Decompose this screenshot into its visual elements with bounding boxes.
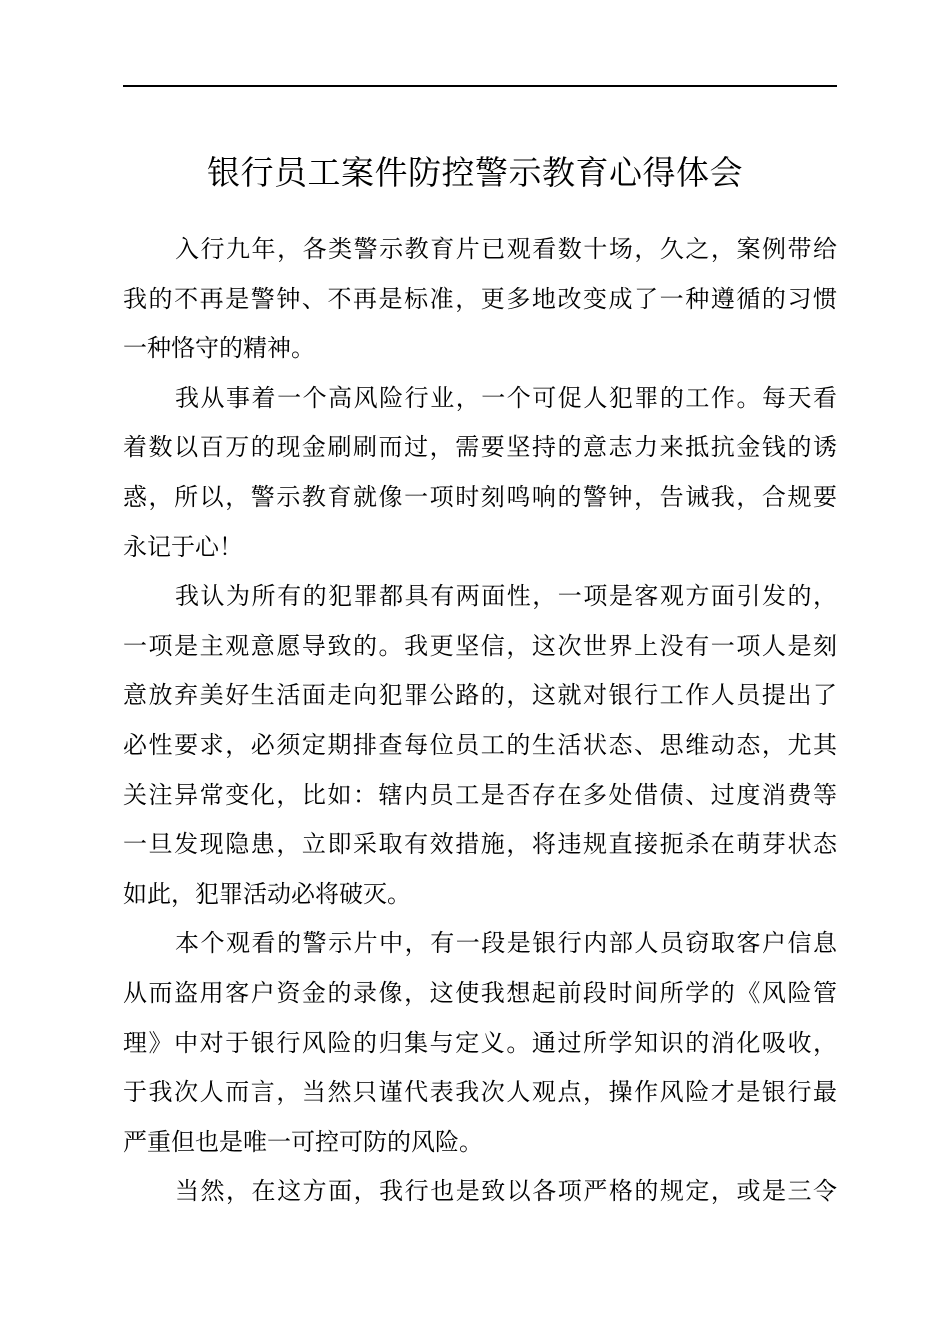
text-line: 必性要求，必须定期排查每位员工的生活状态、思维动态，尤其 xyxy=(123,730,837,759)
text-line: 如此，犯罪活动必将破灭。 xyxy=(123,879,411,908)
text-line: 我认为所有的犯罪都具有两面性，一项是客观方面引发的， xyxy=(175,582,837,611)
text-line: 意放弃美好生活面走向犯罪公路的，这就对银行工作人员提出了 xyxy=(123,681,837,710)
document-title: 银行员工案件防控警示教育心得体会 xyxy=(207,153,743,192)
text-line: 一旦发现隐患，立即采取有效措施，将违规直接扼杀在萌芽状态 xyxy=(123,830,837,859)
header-rule xyxy=(123,85,837,87)
text-line: 永记于心！ xyxy=(123,532,243,561)
text-line: 从而盗用客户资金的录像，这使我想起前段时间所学的《风险管 xyxy=(123,978,837,1007)
text-line: 于我次人而言，当然只谨代表我次人观点，操作风险才是银行最 xyxy=(123,1078,837,1107)
text-line: 本个观看的警示片中，有一段是银行内部人员窃取客户信息 xyxy=(175,929,837,958)
text-line: 当然，在这方面，我行也是致以各项严格的规定，或是三令 xyxy=(175,1177,837,1206)
text-line: 严重但也是唯一可控可防的风险。 xyxy=(123,1127,483,1156)
text-line: 入行九年，各类警示教育片已观看数十场，久之，案例带给 xyxy=(175,235,837,263)
text-line: 我从事着一个高风险行业，一个可促人犯罪的工作。每天看 xyxy=(175,383,837,412)
text-line: 我的不再是警钟、不再是标准，更多地改变成了一种遵循的习惯 xyxy=(123,284,837,313)
text-line: 理》中对于银行风险的归集与定义。通过所学知识的消化吸收， xyxy=(123,1028,837,1057)
text-line: 惑，所以，警示教育就像一项时刻鸣响的警钟，告诫我，合规要 xyxy=(123,482,837,511)
text-line: 关注异常变化，比如：辖内员工是否存在多处借债、过度消费等 xyxy=(123,780,837,809)
text-line: 一项是主观意愿导致的。我更坚信，这次世界上没有一项人是刻 xyxy=(123,631,837,660)
text-line: 着数以百万的现金刷刷而过，需要坚持的意志力来抵抗金钱的诱 xyxy=(123,433,837,462)
document-body xyxy=(123,225,837,1217)
text-line: 一种恪守的精神。 xyxy=(123,334,315,363)
